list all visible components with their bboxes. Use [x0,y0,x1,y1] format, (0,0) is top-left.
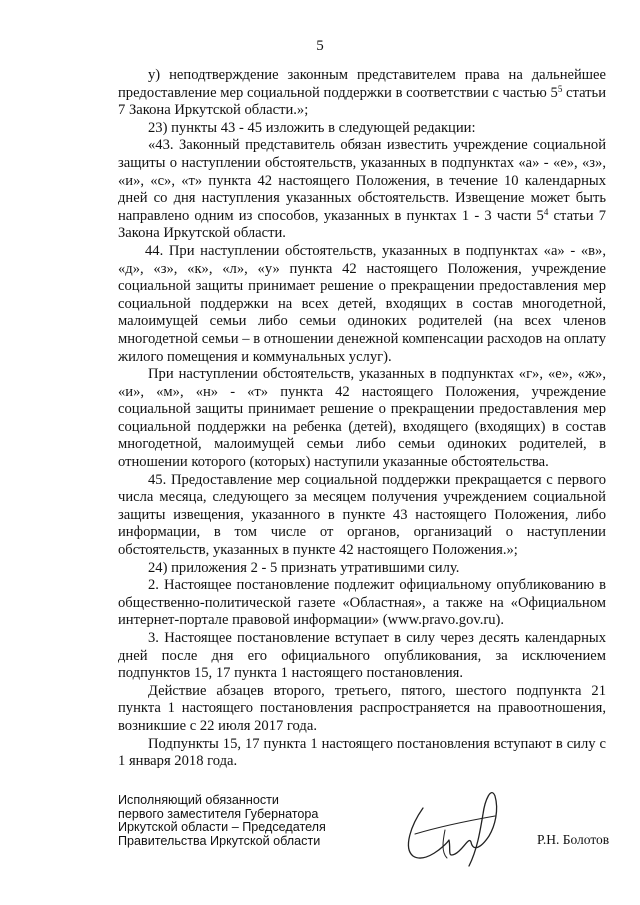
paragraph-u: у) неподтверждение законным представителем права на дальнейшее предоставление мер социальной поддержки в соответствии с частью $5^5$ статьи 7 Закона Иркутской области.»; [118,67,607,119]
paragraph-44: 44. При наступлении обстоятельств, указанных в подпунктах «а» - «в», «д», «з», «к», «л», «у» пункта 42 настоящего Положения, учреждение социальной защиты принимает решение о прекращении предоставления мер социальной поддержки на всех детей, входящих в состав многодетной, малоимущей семьи либо семьи одиноких родителей (на всех членов многодетной семьи – в отношении денежной компенсации расходов на оплату жилого помещения и коммунальных услуг). [118,242,606,365]
signatory-title-line: Исполняющий обязанности [118,793,279,807]
paragraph-section-2: 2. Настоящее постановление подлежит официальному опубликованию в общественно-политической газете «Областная», а также на «Официальном интернет-портале правовой информации» (www.pravo.gov.ru). [118,577,606,629]
signatory-title-line: первого заместителя Губернатора [118,806,319,821]
paragraph-24: 24) приложения 2 - 5 признать утратившими силу. [148,559,460,576]
paragraph-44-second: При наступлении обстоятельств, указанных в подпунктах «г», «е», «ж», «и», «м», «н» - «т» пункта 42 настоящего Положения, учреждение социальной защиты принимает решение о прекращении предоставления мер социальной поддержки на ребенка (детей), входящего (входящих) в состав многодетной, малоимущей семьи либо семьи одиноких родителей, в отношении которого (которых) наступили указанные обстоятельства. [118,366,606,471]
paragraph-effective-date: Подпункты 15, 17 пункта 1 настоящего постановления вступают в силу с 1 января 2018 года. [118,735,606,770]
paragraph-43: «43. Законный представитель обязан известить учреждение социальной защиты о наступлении обстоятельств, указанных в подпунктах «а» - «е», «з», «и», «с», «т» пункта 42 настоящего Положения, в течение 10 календарных дней со дня наступления указанных обстоятельств. Извещение может быть направлено одним из способов, указанных в пунктах 1 - 3 части $5^4$ статьи 7 Закона Иркутской области. [118,137,606,242]
paragraph-45: 45. Предоставление мер социальной поддержки прекращается с первого числа месяца, следующего за месяцем получения учреждением социальной защиты извещения, указанного в пункте 43 настоящего Положения, либо информации, в том числе от органов, организаций о наступлении обстоятельств, указанных в пункте 42 настоящего Положения.»; [118,471,606,559]
signatory-name: Р.Н. Болотов [537,832,610,847]
signatory-title-line: Иркутской области – Председателя [118,820,326,834]
paragraph-retroactive: Действие абзацев второго, третьего, пятого, шестого подпункта 21 пункта 1 настоящего постановления распространяется на правоотношения, возникшие с 22 июля 2017 года. [118,682,606,734]
handwritten-signature [385,770,510,880]
paragraph-section-3: 3. Настоящее постановление вступает в силу через десять календарных дней после дня его официального опубликования, за исключением подпунктов 15, 17 пункта 1 настоящего постановления. [118,630,606,682]
signatory-title-line: Правительства Иркутской области [118,833,321,848]
page-number: 5 [316,38,324,54]
document-body [118,67,606,771]
paragraph-23: 23) пункты 43 - 45 изложить в следующей редакции: [148,119,476,136]
signatory-title [118,794,326,848]
